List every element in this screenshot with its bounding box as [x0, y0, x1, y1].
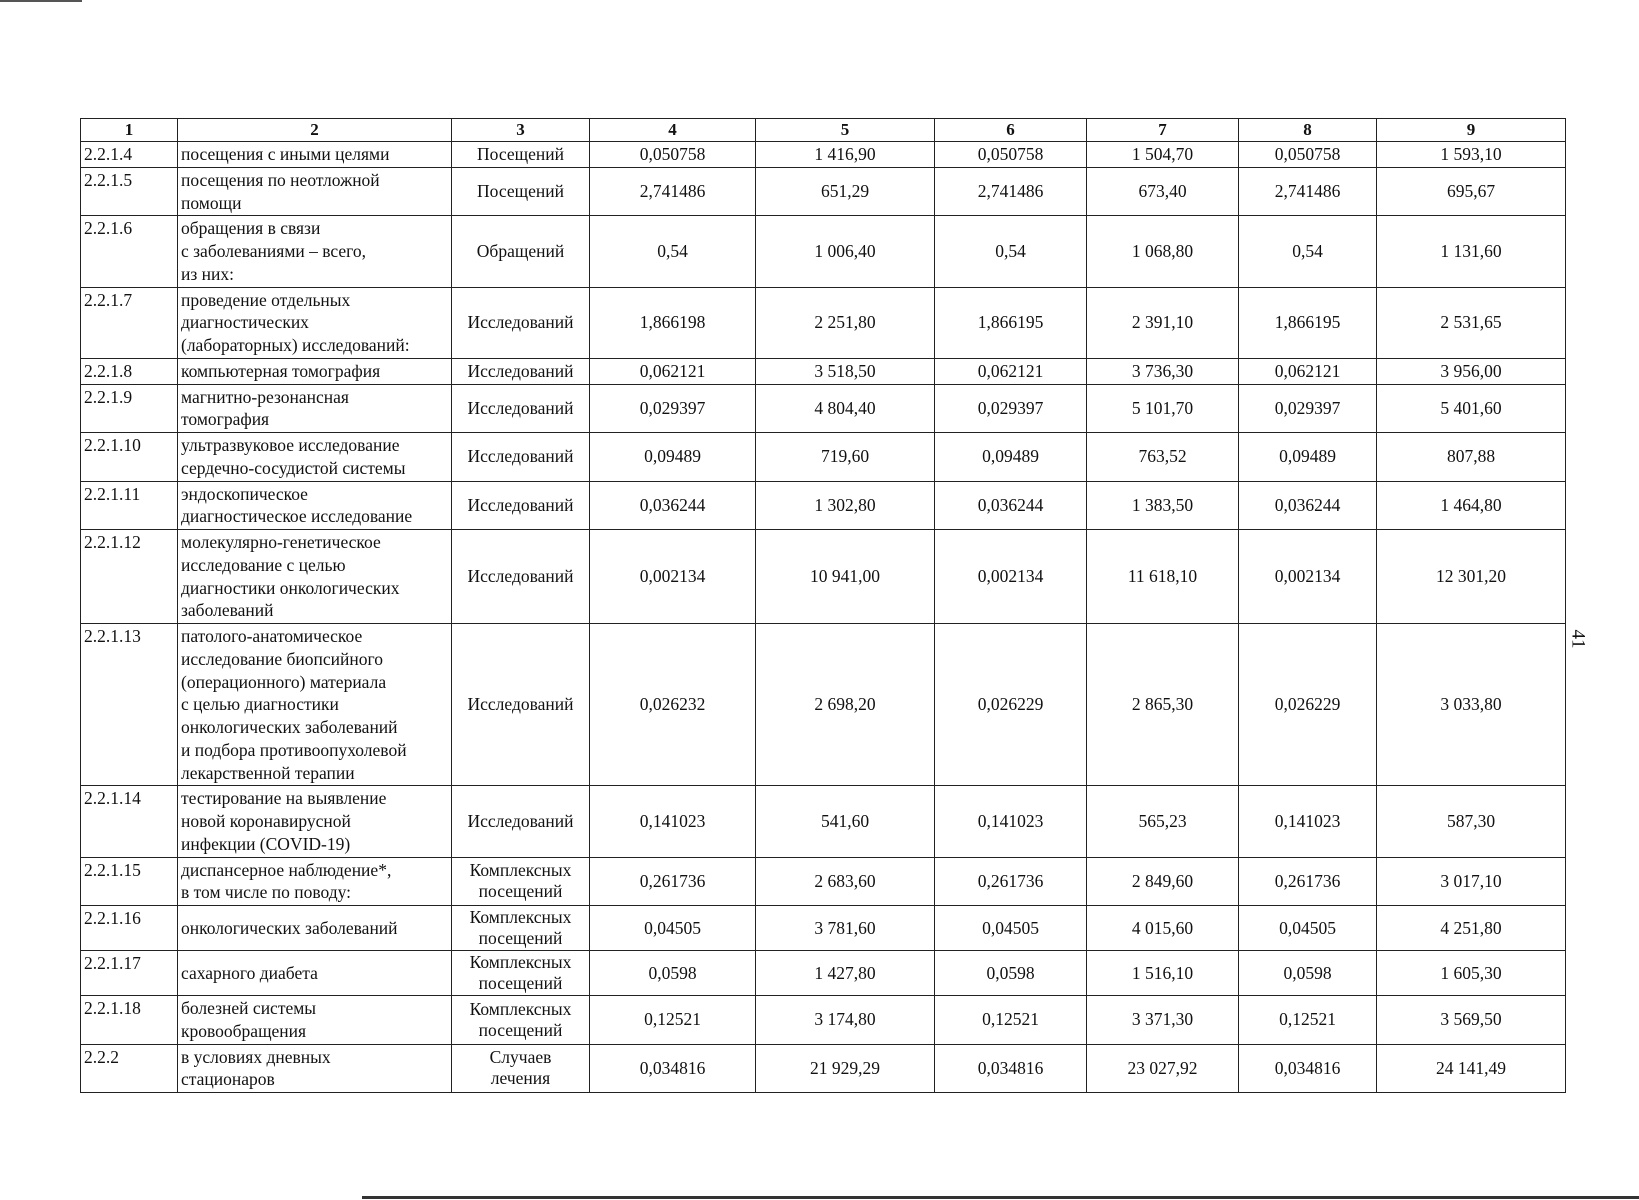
row-name: молекулярно-генетическое исследование с целью диагностики онкологических заболеваний: [178, 530, 452, 624]
row-value-col5: 719,60: [756, 433, 935, 482]
table-row: [81, 1044, 1566, 1093]
table-row: [81, 384, 1566, 433]
row-value-col4: 0,026232: [590, 624, 756, 786]
row-code: 2.2.1.12: [81, 530, 178, 624]
row-value-col5: 3 518,50: [756, 358, 935, 384]
row-value-col7: 5 101,70: [1087, 384, 1239, 433]
row-value-col7: 673,40: [1087, 167, 1239, 216]
row-value-col4: 0,029397: [590, 384, 756, 433]
row-value-col5: 1 302,80: [756, 481, 935, 530]
row-value-col4: 0,0598: [590, 951, 756, 996]
row-unit: Исследований: [452, 530, 590, 624]
column-header-3: 3: [452, 119, 590, 142]
row-name: онкологических заболеваний: [178, 906, 452, 951]
table-row: [81, 624, 1566, 786]
row-value-col4: 0,141023: [590, 786, 756, 857]
row-value-col7: 1 504,70: [1087, 142, 1239, 168]
table-row: [81, 530, 1566, 624]
row-code: 2.2.1.13: [81, 624, 178, 786]
row-value-col6: 0,54: [935, 216, 1087, 287]
table-row: [81, 996, 1566, 1045]
row-name: ультразвуковое исследование сердечно-сосудистой системы: [178, 433, 452, 482]
row-value-col4: 0,002134: [590, 530, 756, 624]
row-value-col6: 0,062121: [935, 358, 1087, 384]
row-value-col8: 0,034816: [1239, 1044, 1377, 1093]
column-header-1: 1: [81, 119, 178, 142]
row-value-col8: 0,026229: [1239, 624, 1377, 786]
row-code: 2.2.1.10: [81, 433, 178, 482]
header-row: [81, 119, 1566, 142]
row-value-col7: 763,52: [1087, 433, 1239, 482]
column-header-5: 5: [756, 119, 935, 142]
row-value-col4: 0,036244: [590, 481, 756, 530]
row-unit: Комплексных посещений: [452, 906, 590, 951]
row-name: тестирование на выявление новой коронавирусной инфекции (COVID-19): [178, 786, 452, 857]
table-row: [81, 786, 1566, 857]
row-unit: Комплексных посещений: [452, 996, 590, 1045]
row-code: 2.2.1.18: [81, 996, 178, 1045]
row-value-col4: 0,261736: [590, 857, 756, 906]
table-body: [81, 142, 1566, 1093]
row-value-col5: 1 427,80: [756, 951, 935, 996]
row-code: 2.2.1.4: [81, 142, 178, 168]
row-code: 2.2.1.7: [81, 287, 178, 358]
row-name: обращения в связи с заболеваниями – всего, из них:: [178, 216, 452, 287]
row-value-col6: 0,029397: [935, 384, 1087, 433]
row-value-col8: 0,04505: [1239, 906, 1377, 951]
row-value-col6: 1,866195: [935, 287, 1087, 358]
row-value-col8: 0,036244: [1239, 481, 1377, 530]
row-value-col9: 1 605,30: [1377, 951, 1566, 996]
row-name: эндоскопическое диагностическое исследование: [178, 481, 452, 530]
row-value-col5: 2 251,80: [756, 287, 935, 358]
row-value-col7: 565,23: [1087, 786, 1239, 857]
row-code: 2.2.1.17: [81, 951, 178, 996]
row-unit: Посещений: [452, 167, 590, 216]
row-name: патолого-анатомическое исследование биопсийного (операционного) материала с целью диагностики онкологических заболеваний и подбора противоопухолевой лекарственной терапии: [178, 624, 452, 786]
row-value-col5: 4 804,40: [756, 384, 935, 433]
row-code: 2.2.1.11: [81, 481, 178, 530]
row-name: проведение отдельных диагностических (лабораторных) исследований:: [178, 287, 452, 358]
row-value-col9: 587,30: [1377, 786, 1566, 857]
row-value-col9: 807,88: [1377, 433, 1566, 482]
row-unit: Исследований: [452, 433, 590, 482]
row-value-col9: 3 017,10: [1377, 857, 1566, 906]
row-value-col4: 0,04505: [590, 906, 756, 951]
row-value-col9: 1 593,10: [1377, 142, 1566, 168]
row-unit: Комплексных посещений: [452, 951, 590, 996]
row-value-col4: 1,866198: [590, 287, 756, 358]
row-value-col5: 1 006,40: [756, 216, 935, 287]
row-value-col5: 2 683,60: [756, 857, 935, 906]
row-value-col5: 21 929,29: [756, 1044, 935, 1093]
row-value-col8: 0,002134: [1239, 530, 1377, 624]
row-value-col5: 10 941,00: [756, 530, 935, 624]
row-value-col5: 3 781,60: [756, 906, 935, 951]
row-value-col7: 1 516,10: [1087, 951, 1239, 996]
row-value-col4: 0,050758: [590, 142, 756, 168]
row-code: 2.2.1.15: [81, 857, 178, 906]
row-value-col6: 0,141023: [935, 786, 1087, 857]
row-value-col4: 0,062121: [590, 358, 756, 384]
table-row: [81, 481, 1566, 530]
row-value-col4: 0,12521: [590, 996, 756, 1045]
column-header-8: 8: [1239, 119, 1377, 142]
page-number: 41: [1567, 629, 1589, 649]
row-value-col8: 0,54: [1239, 216, 1377, 287]
row-unit: Комплексных посещений: [452, 857, 590, 906]
column-header-4: 4: [590, 119, 756, 142]
row-code: 2.2.1.9: [81, 384, 178, 433]
table-row: [81, 358, 1566, 384]
row-value-col6: 0,002134: [935, 530, 1087, 624]
row-value-col9: 12 301,20: [1377, 530, 1566, 624]
tariff-table: [80, 118, 1566, 1093]
row-value-col8: 0,141023: [1239, 786, 1377, 857]
row-value-col7: 2 849,60: [1087, 857, 1239, 906]
row-value-col7: 1 068,80: [1087, 216, 1239, 287]
row-unit: Исследований: [452, 287, 590, 358]
row-value-col8: 0,12521: [1239, 996, 1377, 1045]
column-header-9: 9: [1377, 119, 1566, 142]
row-value-col4: 2,741486: [590, 167, 756, 216]
row-value-col9: 4 251,80: [1377, 906, 1566, 951]
row-value-col4: 0,54: [590, 216, 756, 287]
row-code: 2.2.1.5: [81, 167, 178, 216]
row-value-col6: 0,09489: [935, 433, 1087, 482]
row-code: 2.2.2: [81, 1044, 178, 1093]
row-value-col8: 0,062121: [1239, 358, 1377, 384]
row-name: диспансерное наблюдение*, в том числе по поводу:: [178, 857, 452, 906]
row-name: посещения по неотложной помощи: [178, 167, 452, 216]
row-unit: Случаев лечения: [452, 1044, 590, 1093]
row-value-col8: 0,029397: [1239, 384, 1377, 433]
row-value-col7: 1 383,50: [1087, 481, 1239, 530]
row-value-col8: 2,741486: [1239, 167, 1377, 216]
row-name: в условиях дневных стационаров: [178, 1044, 452, 1093]
row-name: компьютерная томография: [178, 358, 452, 384]
row-value-col9: 5 401,60: [1377, 384, 1566, 433]
row-value-col5: 651,29: [756, 167, 935, 216]
row-value-col9: 695,67: [1377, 167, 1566, 216]
row-unit: Исследований: [452, 481, 590, 530]
row-value-col6: 0,034816: [935, 1044, 1087, 1093]
table-row: [81, 906, 1566, 951]
column-header-6: 6: [935, 119, 1087, 142]
row-value-col5: 541,60: [756, 786, 935, 857]
row-value-col5: 1 416,90: [756, 142, 935, 168]
row-code: 2.2.1.14: [81, 786, 178, 857]
table-row: [81, 433, 1566, 482]
row-value-col8: 0,0598: [1239, 951, 1377, 996]
row-value-col6: 0,04505: [935, 906, 1087, 951]
row-value-col9: 1 464,80: [1377, 481, 1566, 530]
row-value-col6: 0,050758: [935, 142, 1087, 168]
row-value-col9: 3 956,00: [1377, 358, 1566, 384]
row-value-col5: 2 698,20: [756, 624, 935, 786]
row-name: болезней системы кровообращения: [178, 996, 452, 1045]
row-value-col6: 0,036244: [935, 481, 1087, 530]
row-unit: Исследований: [452, 384, 590, 433]
row-value-col9: 24 141,49: [1377, 1044, 1566, 1093]
row-value-col7: 2 391,10: [1087, 287, 1239, 358]
row-value-col4: 0,034816: [590, 1044, 756, 1093]
row-value-col4: 0,09489: [590, 433, 756, 482]
row-name: посещения с иными целями: [178, 142, 452, 168]
scan-edge-line-bottom: [362, 1196, 1639, 1199]
table-header: [81, 119, 1566, 142]
row-value-col7: 3 736,30: [1087, 358, 1239, 384]
row-value-col9: 3 569,50: [1377, 996, 1566, 1045]
table-row: [81, 951, 1566, 996]
row-unit: Посещений: [452, 142, 590, 168]
row-unit: Обращений: [452, 216, 590, 287]
row-value-col8: 0,261736: [1239, 857, 1377, 906]
table-row: [81, 142, 1566, 168]
row-unit: Исследований: [452, 624, 590, 786]
column-header-2: 2: [178, 119, 452, 142]
row-value-col7: 4 015,60: [1087, 906, 1239, 951]
scan-edge-line-top: [0, 0, 82, 2]
row-code: 2.2.1.8: [81, 358, 178, 384]
row-name: сахарного диабета: [178, 951, 452, 996]
row-value-col8: 0,050758: [1239, 142, 1377, 168]
row-value-col9: 1 131,60: [1377, 216, 1566, 287]
row-value-col9: 2 531,65: [1377, 287, 1566, 358]
table-row: [81, 216, 1566, 287]
row-value-col7: 3 371,30: [1087, 996, 1239, 1045]
row-value-col6: 0,0598: [935, 951, 1087, 996]
row-code: 2.2.1.16: [81, 906, 178, 951]
row-value-col8: 1,866195: [1239, 287, 1377, 358]
row-unit: Исследований: [452, 358, 590, 384]
table-row: [81, 287, 1566, 358]
row-value-col7: 2 865,30: [1087, 624, 1239, 786]
row-value-col6: 0,026229: [935, 624, 1087, 786]
row-value-col5: 3 174,80: [756, 996, 935, 1045]
row-value-col7: 11 618,10: [1087, 530, 1239, 624]
row-value-col7: 23 027,92: [1087, 1044, 1239, 1093]
row-value-col6: 0,261736: [935, 857, 1087, 906]
column-header-7: 7: [1087, 119, 1239, 142]
table-row: [81, 167, 1566, 216]
row-value-col9: 3 033,80: [1377, 624, 1566, 786]
table-row: [81, 857, 1566, 906]
row-value-col6: 0,12521: [935, 996, 1087, 1045]
row-value-col8: 0,09489: [1239, 433, 1377, 482]
row-value-col6: 2,741486: [935, 167, 1087, 216]
row-name: магнитно-резонансная томография: [178, 384, 452, 433]
row-code: 2.2.1.6: [81, 216, 178, 287]
row-unit: Исследований: [452, 786, 590, 857]
